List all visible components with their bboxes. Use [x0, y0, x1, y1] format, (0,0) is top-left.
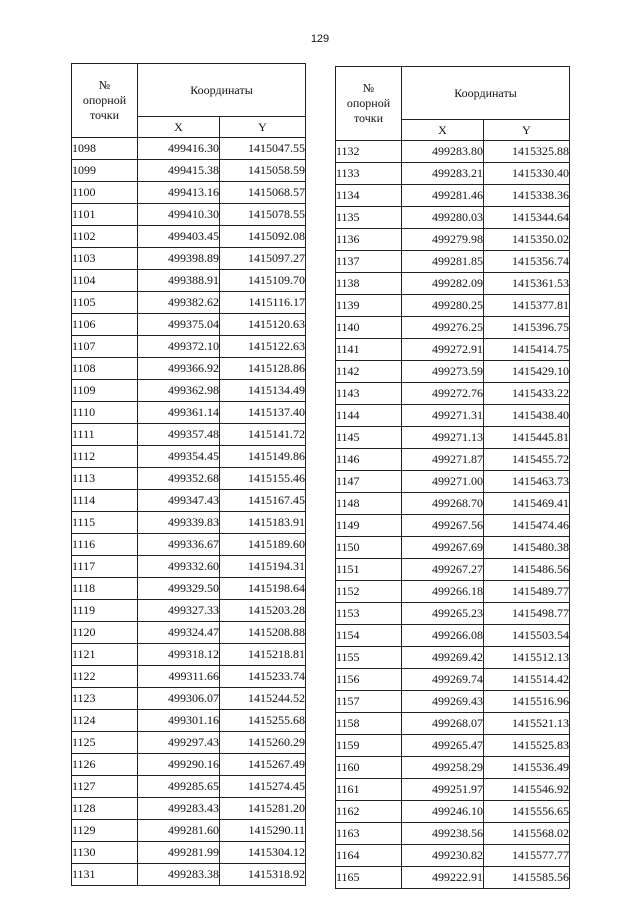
point-number-cell: 1158 [336, 713, 402, 735]
page-number: 129 [310, 33, 330, 45]
y-coordinate-cell: 1415338.36 [484, 185, 570, 207]
table-row [72, 226, 306, 248]
table-row [72, 160, 306, 182]
table-row [336, 405, 570, 427]
x-coordinate-cell: 499238.56 [402, 823, 484, 845]
table-row [336, 691, 570, 713]
table-row [336, 559, 570, 581]
y-coordinate-cell: 1415128.86 [220, 358, 306, 380]
y-coordinate-cell: 1415068.57 [220, 182, 306, 204]
x-coordinate-cell: 499280.25 [402, 295, 484, 317]
y-coordinate-cell: 1415203.28 [220, 600, 306, 622]
y-coordinate-cell: 1415318.92 [220, 864, 306, 886]
x-coordinate-cell: 499282.09 [402, 273, 484, 295]
x-coordinate-cell: 499283.38 [138, 864, 220, 886]
point-number-cell: 1114 [72, 490, 138, 512]
y-coordinate-cell: 1415350.02 [484, 229, 570, 251]
coordinates-header: Координаты [402, 67, 570, 120]
y-coordinate-cell: 1415474.46 [484, 515, 570, 537]
x-coordinate-cell: 499347.43 [138, 490, 220, 512]
y-coordinate-cell: 1415122.63 [220, 336, 306, 358]
table-row [72, 402, 306, 424]
x-coordinate-cell: 499281.85 [402, 251, 484, 273]
point-number-cell: 1136 [336, 229, 402, 251]
point-number-cell: 1146 [336, 449, 402, 471]
y-coordinate-cell: 1415047.55 [220, 138, 306, 160]
y-coordinate-cell: 1415267.49 [220, 754, 306, 776]
x-column-header: X [402, 120, 484, 141]
point-number-cell: 1116 [72, 534, 138, 556]
point-number-header-line: опорной [346, 96, 391, 110]
y-coordinate-cell: 1415525.83 [484, 735, 570, 757]
x-coordinate-cell: 499268.07 [402, 713, 484, 735]
x-coordinate-cell: 499361.14 [138, 402, 220, 424]
point-number-cell: 1147 [336, 471, 402, 493]
x-coordinate-cell: 499283.43 [138, 798, 220, 820]
x-coordinate-cell: 499311.66 [138, 666, 220, 688]
table-row [336, 207, 570, 229]
y-coordinate-cell: 1415356.74 [484, 251, 570, 273]
y-coordinate-cell: 1415577.77 [484, 845, 570, 867]
y-coordinate-cell: 1415149.86 [220, 446, 306, 468]
x-coordinate-cell: 499251.97 [402, 779, 484, 801]
x-coordinate-cell: 499271.00 [402, 471, 484, 493]
x-coordinate-cell: 499398.89 [138, 248, 220, 270]
table-row [72, 358, 306, 380]
x-coordinate-cell: 499279.98 [402, 229, 484, 251]
y-coordinate-cell: 1415512.13 [484, 647, 570, 669]
y-coordinate-cell: 1415290.11 [220, 820, 306, 842]
point-number-cell: 1131 [72, 864, 138, 886]
x-coordinate-cell: 499306.07 [138, 688, 220, 710]
point-number-cell: 1105 [72, 292, 138, 314]
coordinates-table-right [335, 66, 570, 889]
point-number-cell: 1127 [72, 776, 138, 798]
y-coordinate-cell: 1415218.81 [220, 644, 306, 666]
table-row [72, 534, 306, 556]
y-coordinate-cell: 1415183.91 [220, 512, 306, 534]
y-coordinate-cell: 1415556.65 [484, 801, 570, 823]
point-number-cell: 1110 [72, 402, 138, 424]
x-coordinate-cell: 499267.27 [402, 559, 484, 581]
y-coordinate-cell: 1415536.49 [484, 757, 570, 779]
table-row [72, 600, 306, 622]
point-number-cell: 1124 [72, 710, 138, 732]
table-row [72, 490, 306, 512]
table-row [336, 185, 570, 207]
x-coordinate-cell: 499276.25 [402, 317, 484, 339]
point-number-cell: 1106 [72, 314, 138, 336]
point-number-cell: 1141 [336, 339, 402, 361]
table-row [336, 273, 570, 295]
table-row [336, 515, 570, 537]
table-row [336, 867, 570, 889]
x-coordinate-cell: 499266.18 [402, 581, 484, 603]
point-number-cell: 1130 [72, 842, 138, 864]
table-row [336, 163, 570, 185]
x-coordinate-cell: 499283.80 [402, 141, 484, 163]
x-coordinate-cell: 499265.23 [402, 603, 484, 625]
y-coordinate-cell: 1415281.20 [220, 798, 306, 820]
point-number-cell: 1143 [336, 383, 402, 405]
y-coordinate-cell: 1415514.42 [484, 669, 570, 691]
table-row [72, 622, 306, 644]
x-coordinate-cell: 499280.03 [402, 207, 484, 229]
x-coordinate-cell: 499362.98 [138, 380, 220, 402]
point-number-cell: 1150 [336, 537, 402, 559]
y-coordinate-cell: 1415516.96 [484, 691, 570, 713]
y-coordinate-cell: 1415304.12 [220, 842, 306, 864]
y-coordinate-cell: 1415344.64 [484, 207, 570, 229]
table-row [72, 864, 306, 886]
y-coordinate-cell: 1415486.56 [484, 559, 570, 581]
table-row [336, 361, 570, 383]
point-number-cell: 1148 [336, 493, 402, 515]
point-number-cell: 1121 [72, 644, 138, 666]
y-coordinate-cell: 1415568.02 [484, 823, 570, 845]
table-row [72, 798, 306, 820]
x-coordinate-cell: 499281.60 [138, 820, 220, 842]
point-number-cell: 1132 [336, 141, 402, 163]
table-row [72, 710, 306, 732]
point-number-cell: 1162 [336, 801, 402, 823]
point-number-cell: 1133 [336, 163, 402, 185]
point-number-cell: 1109 [72, 380, 138, 402]
table-row [336, 317, 570, 339]
y-coordinate-cell: 1415445.81 [484, 427, 570, 449]
x-coordinate-cell: 499265.47 [402, 735, 484, 757]
table-row [72, 688, 306, 710]
y-coordinate-cell: 1415480.38 [484, 537, 570, 559]
point-number-cell: 1135 [336, 207, 402, 229]
table-row [72, 666, 306, 688]
x-coordinate-cell: 499230.82 [402, 845, 484, 867]
point-number-cell: 1102 [72, 226, 138, 248]
y-coordinate-cell: 1415155.46 [220, 468, 306, 490]
point-number-header-line: № [98, 78, 111, 92]
x-coordinate-cell: 499266.08 [402, 625, 484, 647]
table-row [336, 471, 570, 493]
table-row [336, 295, 570, 317]
point-number-cell: 1099 [72, 160, 138, 182]
table-row [336, 669, 570, 691]
table-row [72, 314, 306, 336]
table-row [336, 713, 570, 735]
table-row [72, 138, 306, 160]
x-column-header: X [138, 117, 220, 138]
x-coordinate-cell: 499273.59 [402, 361, 484, 383]
point-number-cell: 1125 [72, 732, 138, 754]
y-coordinate-cell: 1415325.88 [484, 141, 570, 163]
table-row [336, 383, 570, 405]
point-number-cell: 1157 [336, 691, 402, 713]
x-coordinate-cell: 499339.83 [138, 512, 220, 534]
x-coordinate-cell: 499222.91 [402, 867, 484, 889]
y-coordinate-cell: 1415521.13 [484, 713, 570, 735]
y-coordinate-cell: 1415134.49 [220, 380, 306, 402]
table-body [72, 138, 306, 886]
y-coordinate-cell: 1415396.75 [484, 317, 570, 339]
y-coordinate-cell: 1415208.88 [220, 622, 306, 644]
table-row [72, 776, 306, 798]
table-row [72, 292, 306, 314]
table-row [72, 556, 306, 578]
point-number-cell: 1149 [336, 515, 402, 537]
y-coordinate-cell: 1415330.40 [484, 163, 570, 185]
y-coordinate-cell: 1415116.17 [220, 292, 306, 314]
coordinates-table-left [71, 63, 306, 886]
table-row [72, 732, 306, 754]
table-row [336, 229, 570, 251]
table-row [336, 537, 570, 559]
point-number-cell: 1152 [336, 581, 402, 603]
y-coordinate-cell: 1415455.72 [484, 449, 570, 471]
y-coordinate-cell: 1415092.08 [220, 226, 306, 248]
y-column-header: Y [220, 117, 306, 138]
x-coordinate-cell: 499327.33 [138, 600, 220, 622]
table-row [336, 845, 570, 867]
y-coordinate-cell: 1415194.31 [220, 556, 306, 578]
point-number-cell: 1107 [72, 336, 138, 358]
y-coordinate-cell: 1415189.60 [220, 534, 306, 556]
point-number-cell: 1118 [72, 578, 138, 600]
x-coordinate-cell: 499354.45 [138, 446, 220, 468]
point-number-cell: 1123 [72, 688, 138, 710]
x-coordinate-cell: 499388.91 [138, 270, 220, 292]
x-coordinate-cell: 499410.30 [138, 204, 220, 226]
y-coordinate-cell: 1415489.77 [484, 581, 570, 603]
point-number-cell: 1119 [72, 600, 138, 622]
x-coordinate-cell: 499297.43 [138, 732, 220, 754]
point-number-header [72, 64, 138, 138]
x-coordinate-cell: 499415.38 [138, 160, 220, 182]
table-row [72, 754, 306, 776]
y-coordinate-cell: 1415463.73 [484, 471, 570, 493]
y-coordinate-cell: 1415433.22 [484, 383, 570, 405]
y-coordinate-cell: 1415137.40 [220, 402, 306, 424]
point-number-cell: 1142 [336, 361, 402, 383]
x-coordinate-cell: 499281.46 [402, 185, 484, 207]
point-number-cell: 1145 [336, 427, 402, 449]
point-number-cell: 1117 [72, 556, 138, 578]
x-coordinate-cell: 499271.87 [402, 449, 484, 471]
point-number-cell: 1154 [336, 625, 402, 647]
table-row [336, 779, 570, 801]
y-coordinate-cell: 1415361.53 [484, 273, 570, 295]
y-column-header: Y [484, 120, 570, 141]
x-coordinate-cell: 499366.92 [138, 358, 220, 380]
table-row [336, 493, 570, 515]
y-coordinate-cell: 1415274.45 [220, 776, 306, 798]
table-row [336, 823, 570, 845]
point-number-cell: 1134 [336, 185, 402, 207]
point-number-cell: 1160 [336, 757, 402, 779]
table-row [336, 625, 570, 647]
x-coordinate-cell: 499246.10 [402, 801, 484, 823]
x-coordinate-cell: 499269.74 [402, 669, 484, 691]
point-number-cell: 1151 [336, 559, 402, 581]
point-number-cell: 1108 [72, 358, 138, 380]
x-coordinate-cell: 499336.67 [138, 534, 220, 556]
table-row [72, 380, 306, 402]
point-number-cell: 1112 [72, 446, 138, 468]
point-number-cell: 1111 [72, 424, 138, 446]
x-coordinate-cell: 499285.65 [138, 776, 220, 798]
point-number-cell: 1115 [72, 512, 138, 534]
y-coordinate-cell: 1415429.10 [484, 361, 570, 383]
y-coordinate-cell: 1415414.75 [484, 339, 570, 361]
x-coordinate-cell: 499281.99 [138, 842, 220, 864]
y-coordinate-cell: 1415438.40 [484, 405, 570, 427]
point-number-cell: 1139 [336, 295, 402, 317]
table-row [72, 512, 306, 534]
table-row [72, 424, 306, 446]
y-coordinate-cell: 1415244.52 [220, 688, 306, 710]
x-coordinate-cell: 499352.68 [138, 468, 220, 490]
point-number-cell: 1104 [72, 270, 138, 292]
x-coordinate-cell: 499375.04 [138, 314, 220, 336]
point-number-cell: 1129 [72, 820, 138, 842]
point-number-cell: 1137 [336, 251, 402, 273]
point-number-cell: 1153 [336, 603, 402, 625]
x-coordinate-cell: 499403.45 [138, 226, 220, 248]
point-number-header-line: № [362, 81, 375, 95]
y-coordinate-cell: 1415377.81 [484, 295, 570, 317]
table-row [336, 757, 570, 779]
x-coordinate-cell: 499324.47 [138, 622, 220, 644]
table-row [72, 446, 306, 468]
x-coordinate-cell: 499283.21 [402, 163, 484, 185]
x-coordinate-cell: 499382.62 [138, 292, 220, 314]
table-row [336, 603, 570, 625]
table-row [72, 578, 306, 600]
x-coordinate-cell: 499258.29 [402, 757, 484, 779]
point-number-cell: 1138 [336, 273, 402, 295]
table-row [336, 735, 570, 757]
y-coordinate-cell: 1415109.70 [220, 270, 306, 292]
x-coordinate-cell: 499267.56 [402, 515, 484, 537]
point-number-cell: 1122 [72, 666, 138, 688]
y-coordinate-cell: 1415546.92 [484, 779, 570, 801]
point-number-cell: 1098 [72, 138, 138, 160]
point-number-cell: 1164 [336, 845, 402, 867]
x-coordinate-cell: 499272.91 [402, 339, 484, 361]
y-coordinate-cell: 1415503.54 [484, 625, 570, 647]
table-row [336, 449, 570, 471]
y-coordinate-cell: 1415260.29 [220, 732, 306, 754]
point-number-cell: 1101 [72, 204, 138, 226]
point-number-cell: 1161 [336, 779, 402, 801]
table-row [336, 581, 570, 603]
table-row [72, 842, 306, 864]
x-coordinate-cell: 499268.70 [402, 493, 484, 515]
x-coordinate-cell: 499318.12 [138, 644, 220, 666]
x-coordinate-cell: 499357.48 [138, 424, 220, 446]
x-coordinate-cell: 499271.13 [402, 427, 484, 449]
table-row [336, 427, 570, 449]
table-row [72, 270, 306, 292]
table-row [72, 248, 306, 270]
point-number-cell: 1100 [72, 182, 138, 204]
x-coordinate-cell: 499413.16 [138, 182, 220, 204]
x-coordinate-cell: 499416.30 [138, 138, 220, 160]
x-coordinate-cell: 499272.76 [402, 383, 484, 405]
point-number-cell: 1144 [336, 405, 402, 427]
x-coordinate-cell: 499269.42 [402, 647, 484, 669]
y-coordinate-cell: 1415469.41 [484, 493, 570, 515]
table-row [72, 182, 306, 204]
table-row [72, 336, 306, 358]
table-row [336, 801, 570, 823]
point-number-header-line: точки [353, 111, 384, 125]
point-number-header-line: точки [89, 108, 120, 122]
table-row [72, 820, 306, 842]
y-coordinate-cell: 1415233.74 [220, 666, 306, 688]
point-number-cell: 1113 [72, 468, 138, 490]
point-number-cell: 1140 [336, 317, 402, 339]
point-number-cell: 1126 [72, 754, 138, 776]
table-body [336, 141, 570, 889]
y-coordinate-cell: 1415097.27 [220, 248, 306, 270]
x-coordinate-cell: 499290.16 [138, 754, 220, 776]
y-coordinate-cell: 1415585.56 [484, 867, 570, 889]
coordinates-header: Координаты [138, 64, 306, 117]
table-row [336, 647, 570, 669]
x-coordinate-cell: 499301.16 [138, 710, 220, 732]
x-coordinate-cell: 499271.31 [402, 405, 484, 427]
point-number-cell: 1165 [336, 867, 402, 889]
table-row [336, 141, 570, 163]
x-coordinate-cell: 499269.43 [402, 691, 484, 713]
table-row [336, 251, 570, 273]
point-number-cell: 1155 [336, 647, 402, 669]
y-coordinate-cell: 1415078.55 [220, 204, 306, 226]
table-row [72, 644, 306, 666]
point-number-header-line: опорной [82, 93, 127, 107]
y-coordinate-cell: 1415120.63 [220, 314, 306, 336]
y-coordinate-cell: 1415058.59 [220, 160, 306, 182]
point-number-header [336, 67, 402, 141]
point-number-cell: 1163 [336, 823, 402, 845]
y-coordinate-cell: 1415167.45 [220, 490, 306, 512]
point-number-cell: 1156 [336, 669, 402, 691]
point-number-cell: 1128 [72, 798, 138, 820]
x-coordinate-cell: 499372.10 [138, 336, 220, 358]
y-coordinate-cell: 1415498.77 [484, 603, 570, 625]
x-coordinate-cell: 499329.50 [138, 578, 220, 600]
point-number-cell: 1103 [72, 248, 138, 270]
y-coordinate-cell: 1415255.68 [220, 710, 306, 732]
x-coordinate-cell: 499267.69 [402, 537, 484, 559]
y-coordinate-cell: 1415141.72 [220, 424, 306, 446]
table-row [72, 468, 306, 490]
point-number-cell: 1159 [336, 735, 402, 757]
table-row [72, 204, 306, 226]
point-number-cell: 1120 [72, 622, 138, 644]
table-row [336, 339, 570, 361]
y-coordinate-cell: 1415198.64 [220, 578, 306, 600]
x-coordinate-cell: 499332.60 [138, 556, 220, 578]
